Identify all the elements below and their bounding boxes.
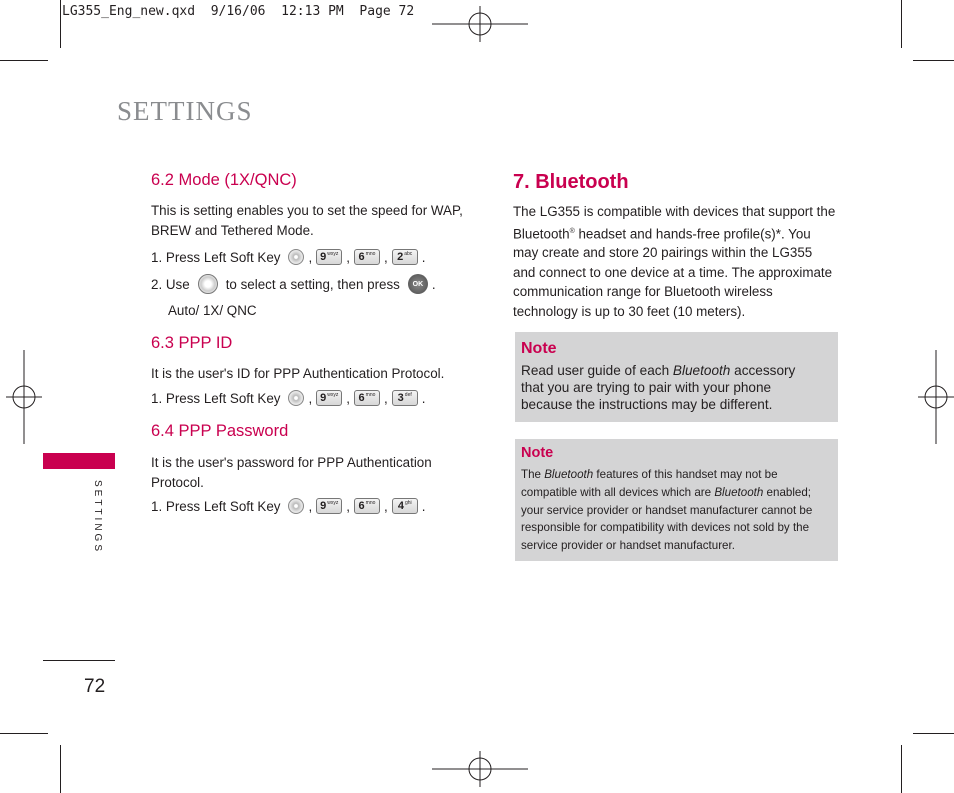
crop-mark: [901, 745, 902, 793]
note-text: The Bluetooth features of this handset may not be compatible with all devices which are Bluetooth enabled; your service provider or handset manufacturer cannot be responsible for compatibility with devices not sold by the service provider or handset manufacturer.: [521, 468, 813, 553]
mode-body: This is setting enables you to set the speed for WAP, BREW and Tethered Mode.: [151, 203, 463, 238]
step-text: 1. Press Left Soft Key: [151, 390, 281, 406]
step-text: 1. Press Left Soft Key: [151, 498, 281, 514]
registration-line: [432, 768, 528, 770]
ppp-id-heading: 6.3 PPP ID: [151, 334, 233, 352]
note-title: Note: [521, 445, 554, 461]
ppp-password-step-1: 1. Press Left Soft Key , 9 $^{wxyz}$ , 6 $^{mno}$ , 4 $^{ghi}$ .: [151, 498, 426, 514]
ppp-id-body: It is the user's ID for PPP Authentication Protocol.: [151, 366, 445, 381]
sidebar-label: SETTINGS: [92, 480, 103, 555]
ok-key-icon: OK: [408, 274, 428, 294]
note-box-1: [515, 332, 838, 422]
sidebar-accent-bar: [43, 453, 115, 469]
mode-heading: 6.2 Mode (1X/QNC): [151, 171, 297, 189]
crop-mark: [60, 0, 61, 48]
crop-mark: [913, 60, 954, 61]
crop-mark: [913, 733, 954, 734]
note-text: Read user guide of each Bluetooth accessory that you are trying to pair with your phone because the instructions may be different.: [521, 363, 796, 412]
step-text: 2. Use: [151, 276, 190, 292]
crop-mark: [60, 745, 61, 793]
ppp-id-step-1: 1. Press Left Soft Key , 9 $^{wxyz}$ , 6 $^{mno}$ , 3 $^{def}$ .: [151, 390, 426, 406]
key-9-icon: 9 $^{wxyz}$: [316, 498, 342, 514]
key-6-icon: 6 $^{mno}$: [354, 498, 380, 514]
mode-step-2: 2. Use to select a setting, then press OK .: [151, 274, 436, 294]
note-box-2: [515, 439, 838, 561]
left-soft-key-icon: [288, 249, 304, 265]
key-4-icon: 4 $^{ghi}$: [392, 498, 418, 514]
crop-mark: [901, 0, 902, 48]
bluetooth-body: The LG355 is compatible with devices that support the Bluetooth® headset and hands-free profile(s)*. You may create and store 20 pairings within the LG355 and connect to one device at a time. The approximate communication range for Bluetooth wireless technology is up to 30 feet (10 meters).: [513, 204, 836, 319]
navigation-key-icon: [198, 274, 218, 294]
mode-step-1: 1. Press Left Soft Key , 9 $^{wxyz}$ , 6 $^{mno}$ , 2 $^{abc}$ .: [151, 249, 426, 265]
note-title: Note: [521, 340, 557, 357]
step-text: to select a setting, then press: [225, 276, 400, 292]
page-number: 72: [84, 676, 106, 697]
mode-options: Auto/ 1X/ QNC: [168, 303, 257, 318]
key-9-icon: 9 $^{wxyz}$: [316, 249, 342, 265]
key-3-icon: 3 $^{def}$: [392, 390, 418, 406]
page-title: SETTINGS: [117, 96, 253, 126]
ppp-password-body: It is the user's password for PPP Authentication Protocol.: [151, 455, 432, 490]
left-soft-key-icon: [288, 498, 304, 514]
registration-line: [935, 350, 937, 444]
key-2-icon: 2 $^{abc}$: [392, 249, 418, 265]
key-6-icon: 6 $^{mno}$: [354, 390, 380, 406]
left-soft-key-icon: [288, 390, 304, 406]
step-text: 1. Press Left Soft Key: [151, 249, 281, 265]
page-number-rule: [43, 660, 115, 661]
crop-mark: [0, 733, 48, 734]
key-9-icon: 9 $^{wxyz}$: [316, 390, 342, 406]
ppp-password-heading: 6.4 PPP Password: [151, 422, 289, 440]
bluetooth-heading: 7. Bluetooth: [513, 171, 629, 193]
crop-mark: [0, 60, 48, 61]
key-6-icon: 6 $^{mno}$: [354, 249, 380, 265]
registration-line: [432, 23, 528, 25]
registration-line: [23, 350, 25, 444]
print-slug: LG355_Eng_new.qxd 9/16/06 12:13 PM Page 72: [62, 4, 415, 19]
